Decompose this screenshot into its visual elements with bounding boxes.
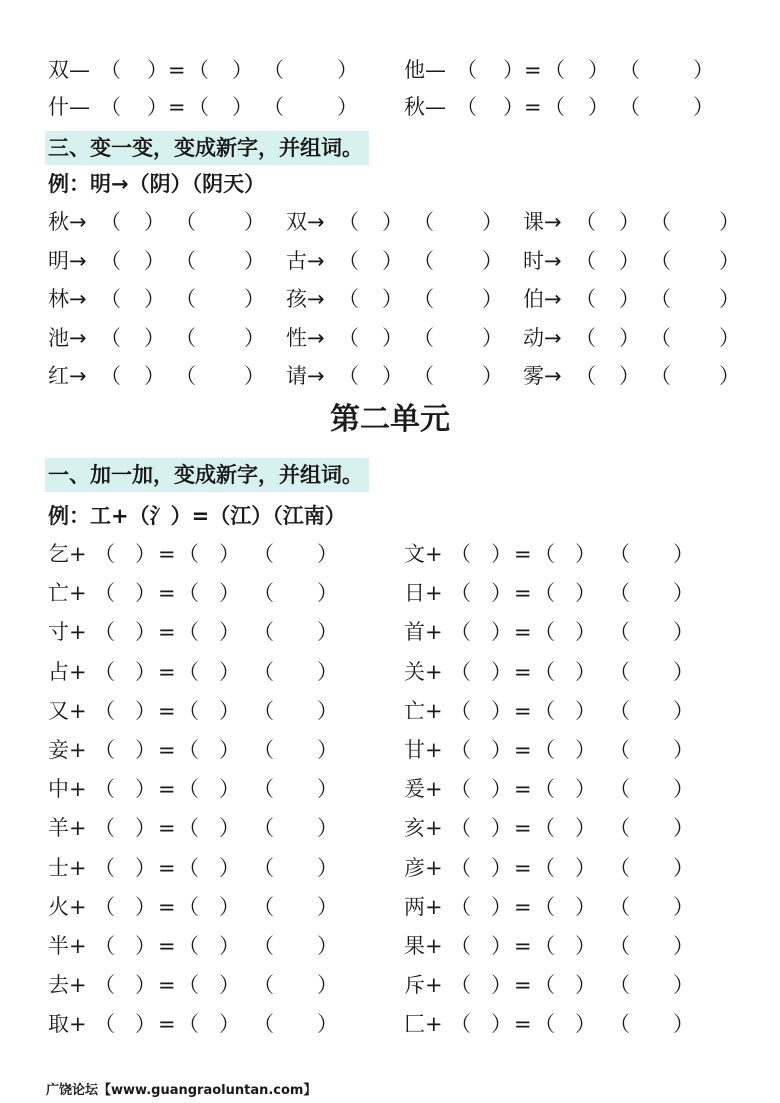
equals-sign: = (158, 894, 176, 919)
change-char: 伯→ (523, 287, 562, 311)
blank-input[interactable]: （ ） (178, 934, 240, 958)
change-char: 动→ (523, 325, 562, 350)
equals-sign: = (514, 1012, 532, 1037)
blank-input[interactable]: （ ） (263, 58, 358, 82)
blank-input[interactable]: （ ） (94, 934, 156, 958)
add-row (0, 734, 780, 766)
blank-input[interactable]: （ ） (544, 58, 609, 82)
split-row (0, 54, 780, 86)
blank-input[interactable]: （ ） (178, 855, 240, 880)
equals-sign: = (168, 58, 186, 82)
unit-title: 第二单元 (330, 402, 450, 437)
add-char: 中+ (48, 777, 87, 802)
blank-input[interactable]: （ ） (609, 777, 694, 802)
add-char: 甘+ (404, 738, 443, 762)
add-char: 爰+ (404, 777, 443, 802)
add-char: 士+ (48, 855, 87, 880)
split-char: 什— (48, 95, 90, 119)
add-row (0, 852, 780, 884)
blank-input[interactable]: （ ） (534, 659, 596, 684)
blank-input[interactable]: （ ） (609, 894, 694, 919)
change-char: 古→ (286, 248, 325, 273)
blank-input[interactable]: （ ） (609, 855, 694, 880)
blank-input[interactable]: （ ） (413, 287, 503, 311)
change-row (0, 360, 780, 392)
equals-sign: = (514, 777, 532, 802)
blank-input[interactable]: （ ） (534, 542, 596, 566)
blank-input[interactable]: （ ） (94, 542, 156, 566)
blank-input[interactable]: （ ） (94, 816, 156, 841)
blank-input[interactable]: （ ） (609, 1012, 694, 1037)
equals-sign: = (158, 1012, 176, 1037)
blank-input[interactable]: （ ） (338, 364, 403, 388)
split-row (0, 91, 780, 123)
blank-input[interactable]: （ ） (253, 855, 338, 880)
blank-input[interactable]: （ ） (253, 777, 338, 802)
blank-input[interactable]: （ ） (450, 1012, 512, 1037)
blank-input[interactable]: （ ） (650, 210, 740, 234)
add-row (0, 577, 780, 609)
blank-input[interactable]: （ ） (178, 1012, 240, 1037)
blank-input[interactable]: （ ） (609, 934, 694, 958)
blank-input[interactable]: （ ） (253, 1012, 338, 1037)
blank-input[interactable]: （ ） (609, 698, 694, 723)
change-char: 双→ (286, 210, 325, 234)
blank-input[interactable]: （ ） (175, 364, 265, 388)
blank-input[interactable]: （ ） (650, 364, 740, 388)
add-row (0, 616, 780, 648)
blank-input[interactable]: （ ） (338, 287, 403, 311)
blank-input[interactable]: （ ） (450, 973, 512, 998)
add-char: 彦+ (404, 855, 443, 880)
blank-input[interactable]: （ ） (100, 287, 165, 311)
blank-input[interactable]: （ ） (253, 894, 338, 919)
blank-input[interactable]: （ ） (534, 894, 596, 919)
blank-input[interactable]: （ ） (450, 894, 512, 919)
blank-input[interactable]: （ ） (253, 816, 338, 841)
blank-input[interactable]: （ ） (450, 620, 512, 645)
change-char: 雾→ (523, 364, 562, 388)
add-char: 亡+ (48, 581, 87, 606)
add-char: 又+ (48, 698, 87, 723)
equals-sign: = (514, 816, 532, 841)
blank-input[interactable]: （ ） (178, 698, 240, 723)
equals-sign: = (158, 698, 176, 723)
split-char: 双— (48, 58, 90, 82)
equals-sign: = (158, 542, 176, 566)
change-char: 明→ (48, 248, 87, 273)
add-char: 首+ (404, 620, 443, 645)
add-char: 半+ (48, 934, 87, 958)
blank-input[interactable]: （ ） (534, 1012, 596, 1037)
blank-input[interactable]: （ ） (94, 1012, 156, 1037)
section1-example: 例：工+（氵）=（江）（江南） (48, 504, 346, 528)
blank-input[interactable]: （ ） (413, 248, 503, 273)
add-row (0, 773, 780, 805)
section3-example: 例：明→（阴）（阴天） (48, 172, 266, 196)
blank-input[interactable]: （ ） (253, 542, 338, 566)
add-char: 两+ (404, 894, 443, 919)
equals-sign: = (514, 581, 532, 606)
blank-input[interactable]: （ ） (253, 934, 338, 958)
blank-input[interactable]: （ ） (609, 581, 694, 606)
blank-input[interactable]: （ ） (94, 620, 156, 645)
blank-input[interactable]: （ ） (413, 364, 503, 388)
blank-input[interactable]: （ ） (609, 542, 694, 566)
equals-sign: = (514, 934, 532, 958)
change-char: 课→ (523, 210, 562, 234)
blank-input[interactable]: （ ） (413, 325, 503, 350)
blank-input[interactable]: （ ） (450, 855, 512, 880)
add-row (0, 969, 780, 1001)
equals-sign: = (514, 542, 532, 566)
blank-input[interactable]: （ ） (94, 659, 156, 684)
split-char: 他— (404, 58, 446, 82)
change-char: 请→ (286, 364, 325, 388)
blank-input[interactable]: （ ） (100, 210, 165, 234)
footer-source: 广饶论坛【www.guangraoluntan.com】 (46, 1083, 317, 1098)
blank-input[interactable]: （ ） (253, 973, 338, 998)
blank-input[interactable]: （ ） (94, 973, 156, 998)
blank-input[interactable]: （ ） (450, 659, 512, 684)
blank-input[interactable]: （ ） (456, 95, 524, 119)
add-char: 羊+ (48, 816, 87, 841)
blank-input[interactable]: （ ） (178, 620, 240, 645)
blank-input[interactable]: （ ） (575, 248, 640, 273)
blank-input[interactable]: （ ） (650, 248, 740, 273)
equals-sign: = (514, 894, 532, 919)
section3-title: 三、变一变，变成新字，并组词。 (45, 131, 369, 165)
add-char: 文+ (404, 542, 443, 566)
blank-input[interactable]: （ ） (178, 894, 240, 919)
add-char: 乞+ (48, 542, 87, 566)
blank-input[interactable]: （ ） (450, 542, 512, 566)
add-row (0, 891, 780, 923)
blank-input[interactable]: （ ） (175, 248, 265, 273)
blank-input[interactable]: （ ） (650, 325, 740, 350)
add-char: 寸+ (48, 620, 87, 645)
blank-input[interactable]: （ ） (94, 738, 156, 762)
blank-input[interactable]: （ ） (175, 210, 265, 234)
blank-input[interactable]: （ ） (534, 973, 596, 998)
blank-input[interactable]: （ ） (609, 816, 694, 841)
blank-input[interactable]: （ ） (100, 58, 168, 82)
equals-sign: = (158, 738, 176, 762)
add-char: 果+ (404, 934, 443, 958)
change-row (0, 322, 780, 354)
change-char: 池→ (48, 325, 87, 350)
blank-input[interactable]: （ ） (544, 95, 609, 119)
blank-input[interactable]: （ ） (450, 738, 512, 762)
blank-input[interactable]: （ ） (575, 210, 640, 234)
add-char: 关+ (404, 659, 443, 684)
blank-input[interactable]: （ ） (534, 698, 596, 723)
blank-input[interactable]: （ ） (263, 95, 358, 119)
blank-input[interactable]: （ ） (450, 934, 512, 958)
blank-input[interactable]: （ ） (534, 581, 596, 606)
blank-input[interactable]: （ ） (619, 58, 714, 82)
blank-input[interactable]: （ ） (178, 542, 240, 566)
equals-sign: = (158, 973, 176, 998)
blank-input[interactable]: （ ） (94, 698, 156, 723)
blank-input[interactable]: （ ） (253, 659, 338, 684)
add-char: 日+ (404, 581, 443, 606)
blank-input[interactable]: （ ） (609, 738, 694, 762)
split-char: 秋— (404, 95, 446, 119)
blank-input[interactable]: （ ） (534, 620, 596, 645)
equals-sign: = (158, 855, 176, 880)
change-char: 性→ (286, 325, 325, 350)
blank-input[interactable]: （ ） (188, 95, 253, 119)
blank-input[interactable]: （ ） (413, 210, 503, 234)
add-char: 占+ (48, 659, 87, 684)
blank-input[interactable]: （ ） (178, 973, 240, 998)
blank-input[interactable]: （ ） (253, 620, 338, 645)
blank-input[interactable]: （ ） (534, 777, 596, 802)
equals-sign: = (168, 95, 186, 119)
blank-input[interactable]: （ ） (178, 581, 240, 606)
blank-input[interactable]: （ ） (100, 248, 165, 273)
equals-sign: = (514, 738, 532, 762)
blank-input[interactable]: （ ） (575, 364, 640, 388)
blank-input[interactable]: （ ） (253, 738, 338, 762)
equals-sign: = (514, 855, 532, 880)
blank-input[interactable]: （ ） (338, 210, 403, 234)
blank-input[interactable]: （ ） (253, 698, 338, 723)
blank-input[interactable]: （ ） (534, 934, 596, 958)
change-char: 孩→ (286, 287, 325, 311)
blank-input[interactable]: （ ） (94, 855, 156, 880)
blank-input[interactable]: （ ） (178, 659, 240, 684)
add-char: 火+ (48, 894, 87, 919)
blank-input[interactable]: （ ） (175, 287, 265, 311)
blank-input[interactable]: （ ） (456, 58, 524, 82)
blank-input[interactable]: （ ） (338, 325, 403, 350)
blank-input[interactable]: （ ） (609, 659, 694, 684)
change-row (0, 245, 780, 277)
blank-input[interactable]: （ ） (178, 777, 240, 802)
blank-input[interactable]: （ ） (650, 287, 740, 311)
blank-input[interactable]: （ ） (94, 777, 156, 802)
blank-input[interactable]: （ ） (450, 777, 512, 802)
equals-sign: = (158, 777, 176, 802)
blank-input[interactable]: （ ） (100, 364, 165, 388)
equals-sign: = (514, 698, 532, 723)
change-char: 林→ (48, 287, 87, 311)
blank-input[interactable]: （ ） (619, 95, 714, 119)
change-row (0, 283, 780, 315)
equals-sign: = (524, 95, 542, 119)
add-char: 匚+ (404, 1012, 443, 1037)
equals-sign: = (514, 620, 532, 645)
blank-input[interactable]: （ ） (100, 95, 168, 119)
blank-input[interactable]: （ ） (450, 698, 512, 723)
add-row (0, 538, 780, 570)
blank-input[interactable]: （ ） (450, 581, 512, 606)
blank-input[interactable]: （ ） (94, 581, 156, 606)
blank-input[interactable]: （ ） (338, 248, 403, 273)
equals-sign: = (158, 620, 176, 645)
blank-input[interactable]: （ ） (94, 894, 156, 919)
change-char: 红→ (48, 364, 87, 388)
equals-sign: = (158, 934, 176, 958)
add-row (0, 930, 780, 962)
change-row (0, 206, 780, 238)
change-char: 时→ (523, 248, 562, 273)
add-row (0, 656, 780, 688)
add-char: 亡+ (404, 698, 443, 723)
equals-sign: = (514, 659, 532, 684)
add-row (0, 812, 780, 844)
equals-sign: = (524, 58, 542, 82)
change-char: 秋→ (48, 210, 87, 234)
blank-input[interactable]: （ ） (175, 325, 265, 350)
equals-sign: = (158, 816, 176, 841)
add-char: 亥+ (404, 816, 443, 841)
blank-input[interactable]: （ ） (575, 287, 640, 311)
blank-input[interactable]: （ ） (534, 738, 596, 762)
blank-input[interactable]: （ ） (534, 816, 596, 841)
add-char: 取+ (48, 1012, 87, 1037)
equals-sign: = (158, 659, 176, 684)
blank-input[interactable]: （ ） (609, 620, 694, 645)
blank-input[interactable]: （ ） (450, 816, 512, 841)
blank-input[interactable]: （ ） (100, 325, 165, 350)
blank-input[interactable]: （ ） (178, 738, 240, 762)
equals-sign: = (158, 581, 176, 606)
add-row (0, 695, 780, 727)
blank-input[interactable]: （ ） (609, 973, 694, 998)
equals-sign: = (514, 973, 532, 998)
blank-input[interactable]: （ ） (253, 581, 338, 606)
add-row (0, 1008, 780, 1040)
add-char: 妾+ (48, 738, 87, 762)
blank-input[interactable]: （ ） (534, 855, 596, 880)
section1-title: 一、加一加，变成新字，并组词。 (45, 458, 369, 492)
add-char: 去+ (48, 973, 87, 998)
blank-input[interactable]: （ ） (178, 816, 240, 841)
blank-input[interactable]: （ ） (575, 325, 640, 350)
add-char: 斥+ (404, 973, 443, 998)
blank-input[interactable]: （ ） (188, 58, 253, 82)
